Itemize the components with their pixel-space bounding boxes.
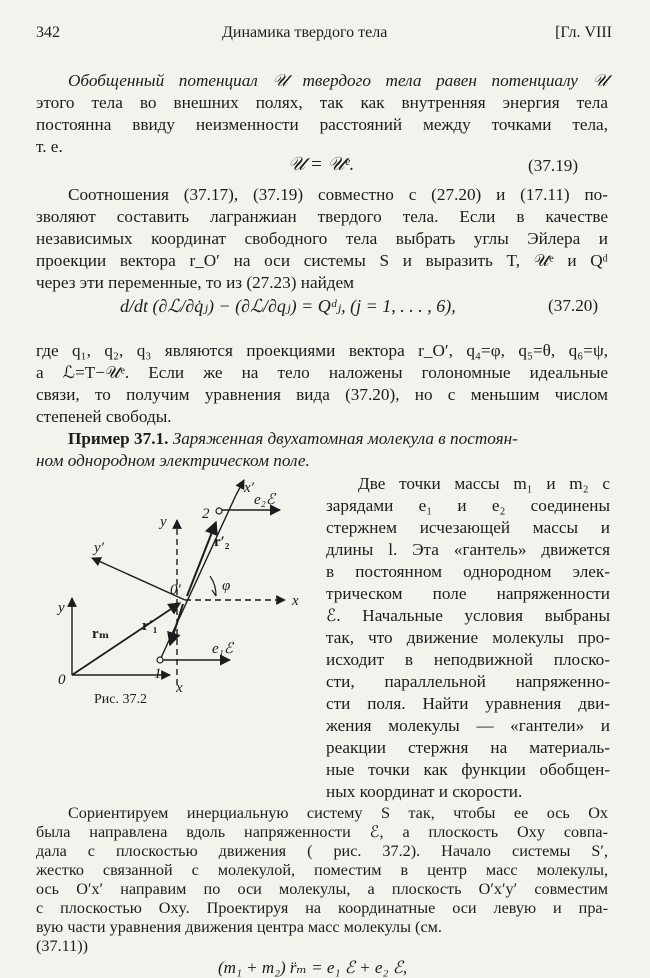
text-line: в постоянном однородном элек- bbox=[326, 562, 610, 581]
text-line: сти поля. Найти уравнения дви- bbox=[326, 694, 610, 713]
text-line: длины l. Эта «гантель» движется bbox=[326, 540, 610, 559]
text-line: независимых координат свободного тела выбрать углы Эйлера и bbox=[36, 229, 608, 248]
label-x-moving: x bbox=[292, 593, 299, 609]
r2-vector bbox=[187, 522, 216, 596]
label-point-2: 2 bbox=[202, 506, 210, 522]
text-line: сти, параллельной напряженно- bbox=[326, 672, 610, 691]
rm-vector bbox=[72, 603, 180, 675]
text-line: т. е. bbox=[36, 137, 63, 156]
example-title-line bbox=[68, 428, 608, 450]
text-line: ось O′x′ направим по оси молекулы, а плоскость O′x′y′ совместим bbox=[36, 880, 608, 898]
running-header bbox=[36, 24, 612, 48]
equation-number: (37.20) bbox=[548, 296, 599, 315]
text-line: этого тела во внешних полях, так как внутренняя энергия тела bbox=[36, 93, 608, 112]
text-line: жестко связанной с молекулой, поместим в центр масс молекулы, bbox=[36, 861, 608, 879]
label-x-prime: x′ bbox=[244, 480, 254, 496]
text-line: Сориентируем инерциальную систему S так, чтобы ее ось Ox bbox=[68, 804, 608, 822]
text-line: вую части уравнения движения центра масс молекулы (см. bbox=[36, 918, 442, 936]
text-line: ных координат и скорости. bbox=[326, 782, 523, 801]
equation-37-20: d/dt (∂ℒ/∂q̇ⱼ) − (∂ℒ/∂qⱼ) = Qᵈⱼ, (j = 1, . . . , 6), bbox=[120, 296, 456, 316]
equation-number: (37.19) bbox=[528, 156, 579, 175]
figure-37-2 bbox=[30, 470, 320, 700]
text-line: зарядами e₁ и e₂ соединены bbox=[326, 496, 610, 515]
running-title: Динамика твердого тела bbox=[222, 24, 388, 41]
text-line: Обобщенный потенциал 𝒰 твердого тела равен потенциалу 𝒰 bbox=[68, 71, 608, 90]
page-number: 342 bbox=[36, 24, 60, 41]
label-point-1: 1 bbox=[154, 666, 162, 682]
label-phi: φ bbox=[222, 578, 231, 594]
text-line: дала с плоскостью движения ( рис. 37.2). Начало системы S′, bbox=[36, 842, 608, 860]
label-force-1: e₁ℰ bbox=[212, 641, 233, 657]
label-origin-prime: 0′ bbox=[170, 582, 181, 598]
text-line: была направлена вдоль напряженности ℰ, а плоскость Oxy совпа- bbox=[36, 823, 608, 841]
example-title-part: Заряженная двухатомная молекула в постоян- bbox=[172, 429, 518, 448]
point-2 bbox=[216, 508, 222, 514]
text-line: а ℒ=T−𝒰ᵉ. Если же на тело наложены голономные идеальные bbox=[36, 363, 608, 382]
final-equation: (m₁ + m₂) r̈ₘ = e₁ ℰ + e₂ ℰ, bbox=[218, 958, 408, 977]
text-line: зволяют составить лагранжиан твердого тела. Если в качестве bbox=[36, 207, 608, 226]
text-line: постоянна ввиду неизменности расстояний между точками тела, bbox=[36, 115, 608, 134]
text-line: (37.11)) bbox=[36, 937, 88, 955]
label-y-fixed: y bbox=[58, 600, 65, 616]
phi-arc bbox=[210, 576, 216, 596]
example-label: Пример 37.1. bbox=[68, 429, 169, 448]
text-line: ные точки как функции обобщен- bbox=[326, 760, 610, 779]
label-rm: rₘ bbox=[92, 626, 110, 642]
point-1 bbox=[157, 657, 163, 663]
text-line: жения молекулы — «гантели» и bbox=[326, 716, 610, 735]
label-force-2: e₂ℰ bbox=[254, 492, 275, 508]
text-line: стержнем исчезающей массы и bbox=[326, 518, 610, 537]
text-line: исходит в неподвижной плоско- bbox=[326, 650, 610, 669]
text-line: где q₁, q₂, q₃ являются проекциями вектора r_O′, q₄=φ, q₅=θ, q₆=ψ, bbox=[36, 341, 608, 360]
text-line: Две точки массы m₁ и m₂ с bbox=[358, 474, 610, 493]
label-r2: r′₂ bbox=[214, 534, 230, 550]
text-line: связи, то получим уравнения вида (37.20), но с меньшим числом bbox=[36, 385, 608, 404]
text-line: Соотношения (37.17), (37.19) совместно с (27.20) и (17.11) по- bbox=[68, 185, 608, 204]
text-line: через эти переменные, то из (27.23) найдем bbox=[36, 273, 355, 292]
example-title-part: ном однородном электрическом поле. bbox=[36, 451, 310, 470]
label-y-prime: y′ bbox=[94, 540, 104, 556]
text-line: степеней свободы. bbox=[36, 407, 172, 426]
label-y-moving: y bbox=[160, 514, 167, 530]
text-line: так, что движение молекулы про- bbox=[326, 628, 610, 647]
x-prime-arrow bbox=[236, 480, 244, 495]
text-line: трическом поле напряженности bbox=[326, 584, 610, 603]
label-r1: r′₁ bbox=[142, 618, 158, 634]
figure-caption: Рис. 37.2 bbox=[94, 692, 147, 707]
chapter-marker: [Гл. VIII bbox=[555, 24, 612, 41]
text-line: ℰ. Начальные условия выбраны bbox=[326, 606, 610, 625]
label-origin: 0 bbox=[58, 672, 66, 688]
text-line: проекции вектора r_O′ на оси системы S и выразить T, 𝒰ᵉ и Qᵈ bbox=[36, 251, 608, 270]
equation-37-19: 𝒰 = 𝒰ᵉ. bbox=[288, 154, 355, 175]
label-x-fixed: x bbox=[176, 680, 183, 696]
text-line: реакции стержня на материаль- bbox=[326, 738, 610, 757]
text-line: с плоскостью Oxy. Проектируя на координатные оси левую и пра- bbox=[36, 899, 608, 917]
